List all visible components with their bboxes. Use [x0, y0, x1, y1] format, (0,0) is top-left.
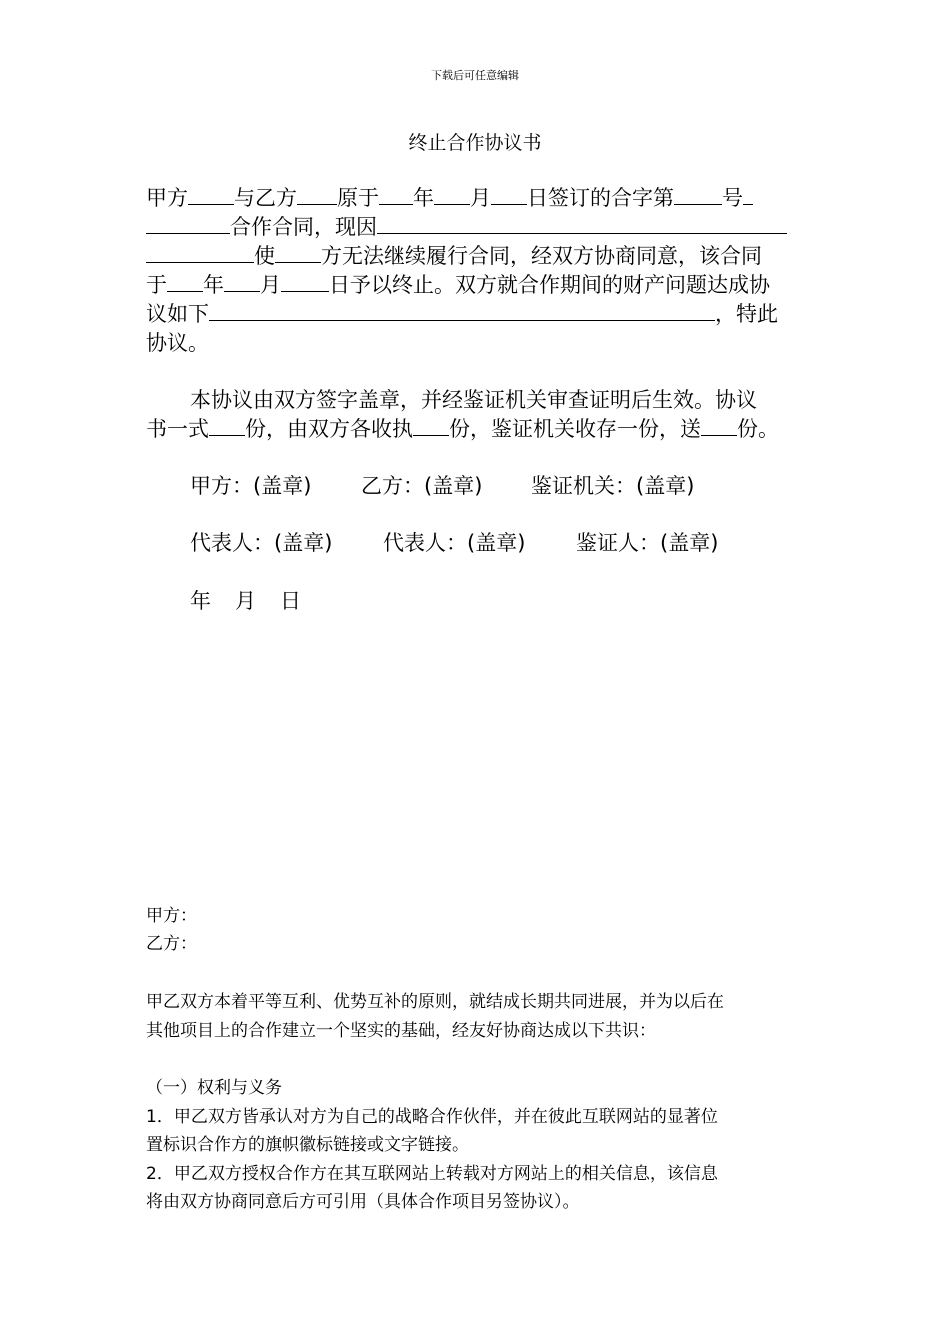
- text: 于: [146, 273, 167, 297]
- text: 年: [203, 273, 224, 297]
- page-header-note: 下载后可任意编辑: [431, 69, 519, 82]
- text: 使: [254, 244, 275, 268]
- blank-line: [377, 213, 787, 234]
- text: 议如下: [146, 302, 209, 326]
- text: 原于: [337, 186, 379, 210]
- signature-party-b: 乙方：(盖章): [361, 474, 483, 498]
- para1-line6: 协议。: [146, 331, 209, 355]
- text: 月: [260, 273, 281, 297]
- section1-item2-line1: 2．甲乙双方授权合作方在其互联网站上转载对方网站上的相关信息，该信息: [146, 1164, 718, 1184]
- section1-heading: （一）权利与义务: [146, 1078, 282, 1098]
- text: 日予以终止。双方就合作期间的财产问题达成协: [329, 273, 770, 297]
- document-title: 终止合作协议书: [408, 132, 542, 154]
- signature-authority: 鉴证机关：(盖章): [531, 474, 695, 498]
- date-month: 月: [235, 589, 256, 613]
- representative-a: 代表人：(盖章): [190, 531, 333, 555]
- para1-line5: [146, 300, 778, 329]
- blank-line: [674, 184, 722, 205]
- blank-line: [413, 415, 449, 436]
- blank-line: [275, 242, 321, 263]
- text: 号: [722, 186, 743, 210]
- text: 年: [413, 186, 434, 210]
- representative-b: 代表人：(盖章): [383, 531, 526, 555]
- text: 书一式: [146, 417, 209, 441]
- para2-line2: [146, 415, 779, 444]
- blank-line: [281, 271, 329, 292]
- section1-item1-line2: 置标识合作方的旗帜徽标链接或文字链接。: [146, 1135, 469, 1155]
- blank-line: [188, 184, 234, 205]
- blank-line: [224, 271, 260, 292]
- blank-line: [297, 184, 337, 205]
- intro-line1: 甲乙双方本着平等互利、优势互补的原则，就结成长期共同进展，并为以后在: [146, 992, 724, 1012]
- party-a-label: 甲方：: [146, 906, 197, 926]
- blank-line: [146, 242, 254, 263]
- text: 合作合同，现因: [230, 215, 377, 239]
- signature-party-a: 甲方：(盖章): [190, 474, 312, 498]
- blank-line: [146, 213, 230, 234]
- para1-line4: [146, 271, 770, 300]
- blank-line: [209, 415, 245, 436]
- intro-line2: 其他项目上的合作建立一个坚实的基础，经友好协商达成以下共识：: [146, 1021, 656, 1041]
- blank-line: [743, 184, 753, 205]
- para1-line2: [146, 213, 787, 242]
- date-year: 年: [190, 589, 211, 613]
- text: 份，鉴证机关收存一份，送: [449, 417, 701, 441]
- para2-line1: 本协议由双方签字盖章，并经鉴证机关审查证明后生效。协议: [190, 388, 757, 412]
- blank-line: [209, 300, 715, 321]
- text: 份。: [737, 417, 779, 441]
- blank-line: [491, 184, 527, 205]
- para1-line3: [146, 242, 762, 271]
- witness: 鉴证人：(盖章): [576, 531, 719, 555]
- para1-line1: [146, 184, 753, 213]
- blank-line: [167, 271, 203, 292]
- text: 甲方: [146, 186, 188, 210]
- blank-line: [701, 415, 737, 436]
- date-day: 日: [280, 589, 301, 613]
- text: 月: [470, 186, 491, 210]
- blank-line: [379, 184, 413, 205]
- section1-item2-line2: 将由双方协商同意后方可引用（具体合作项目另签协议）。: [146, 1192, 580, 1212]
- section1-item1-line1: 1．甲乙双方皆承认对方为自己的战略合作伙伴，并在彼此互联网站的显著位: [146, 1107, 718, 1127]
- text: 日签订的合字第: [527, 186, 674, 210]
- text: 与乙方: [234, 186, 297, 210]
- blank-line: [434, 184, 470, 205]
- party-b-label: 乙方：: [146, 934, 197, 954]
- text: 方无法继续履行合同，经双方协商同意，该合同: [321, 244, 762, 268]
- text: 份，由双方各收执: [245, 417, 413, 441]
- text: ，特此: [715, 302, 778, 326]
